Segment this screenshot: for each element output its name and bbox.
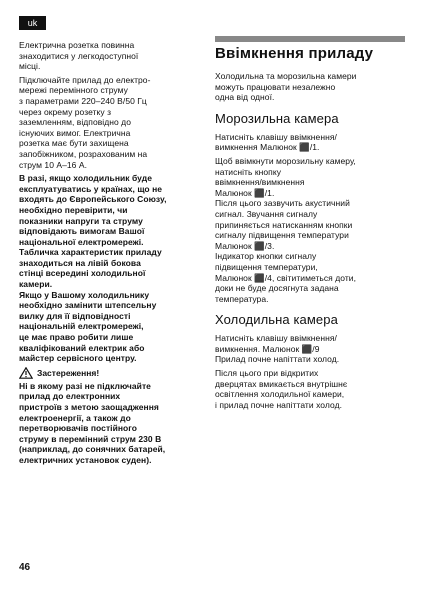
text-line: національної електромережі. — [19, 236, 144, 247]
text-line: струм 10 А–16 А. — [19, 159, 87, 170]
warning-triangle-icon — [19, 367, 33, 379]
paragraph-non-eu — [19, 173, 207, 364]
text-line: Після цього при відкритих — [215, 368, 319, 379]
text-line: Малюнок ⬛/4, світитиметься доти, — [215, 272, 356, 283]
paragraph-fridge-press — [215, 333, 405, 365]
text-line: відповідають вимогам Вашої — [19, 226, 145, 237]
text-line: електричних установок суден). — [19, 454, 152, 465]
text-line: це має право робити лише — [19, 332, 134, 343]
text-line: національній електромережі, — [19, 321, 144, 332]
text-line: вимкнення Малюнок ⬛/1. — [215, 142, 320, 153]
text-line: заземленням, відповідно до — [19, 117, 131, 128]
text-line: запобіжником, розрахованим на — [19, 148, 148, 159]
text-line: Підключайте прилад до електро- — [19, 74, 151, 85]
text-line: припиняється натисканням кнопки — [215, 219, 353, 230]
text-line: Табличка характеристик приладу — [19, 247, 162, 258]
paragraph-intro — [215, 71, 405, 103]
text-line: пристроїв з метою заощадження — [19, 402, 159, 412]
text-line: одна від одної. — [215, 92, 275, 103]
text-line: електроенергії, а також до — [19, 412, 131, 423]
language-tab: uk — [19, 16, 46, 30]
text-line: Електрична розетка повинна — [19, 40, 135, 50]
text-line: розетка має бути захищена — [19, 138, 129, 149]
text-line: існуючих вимог. Електрична — [19, 127, 131, 138]
text-line: можуть працювати незалежно — [215, 81, 336, 92]
text-line: Холодильна та морозильна камери — [215, 71, 357, 81]
text-line: освітлення холодильної камери, — [215, 389, 345, 400]
text-line: місці. — [19, 61, 41, 72]
text-line: необхідно замінити штепсельну — [19, 300, 157, 311]
paragraph-connection — [19, 75, 207, 170]
text-line: експлуатуватись у країнах, що не — [19, 183, 163, 194]
text-line: входять до Європейського Союзу, — [19, 194, 167, 205]
text-line: показники напруги та струму — [19, 215, 143, 226]
text-line: струму в перемінний струм 230 В — [19, 433, 162, 444]
warning-label: Застереження! — [37, 367, 100, 378]
text-line: Натисніть клавішу ввімкнення/ — [215, 333, 337, 344]
text-line: Після цього зазвучить акустичний — [215, 198, 350, 209]
right-column — [215, 36, 405, 413]
text-line: дверцятах вмикається внутрішнє — [215, 378, 348, 389]
text-line: перетворювачів постійного — [19, 423, 137, 434]
text-line: Індикатор кнопки сигналу — [215, 251, 317, 262]
text-line: кваліфікований електрик або — [19, 342, 145, 353]
text-line: вилку для її відповідності — [19, 310, 131, 321]
fridge-heading: Холодильна камера — [215, 312, 338, 328]
text-line: Ні в якому разі не підключайте — [19, 380, 151, 391]
text-line: ввімкнення/вимкнення — [215, 177, 305, 188]
text-line: доки не буде досягнута задана — [215, 283, 339, 294]
text-line: вимкнення. Малюнок ⬛/9 — [215, 343, 320, 354]
paragraph-fridge-light — [215, 368, 405, 410]
paragraph-freezer-press — [215, 132, 405, 153]
text-line: з параметрами 220–240 В/50 Гц — [19, 95, 147, 106]
text-line: і прилад почне напіттати холод. — [215, 399, 342, 410]
text-line: Малюнок ⬛/1. — [215, 187, 275, 198]
text-line: знаходитися у легкодоступної — [19, 50, 139, 61]
section-bar — [215, 36, 405, 42]
text-line: Щоб ввімкнути морозильну камеру, — [215, 155, 356, 166]
text-line: натисніть кнопку — [215, 166, 281, 177]
text-line: прилад до електронних — [19, 391, 121, 402]
text-line: знаходиться на лівій бокова — [19, 257, 141, 268]
text-line: сигналу підвищення температури — [215, 230, 349, 241]
text-line: Якщо у Вашому холодильнику — [19, 289, 150, 300]
paragraph-freezer-details — [215, 156, 405, 304]
text-line: необхідно перевірити, чи — [19, 204, 128, 215]
text-line: підвищення температури, — [215, 261, 318, 272]
text-line: через окрему розетку з — [19, 106, 112, 117]
paragraph-socket-access — [19, 40, 207, 72]
text-line: майстер сервісного центру. — [19, 353, 137, 364]
text-line: сигнал. Звучання сигналу — [215, 208, 318, 219]
left-column — [19, 40, 207, 469]
text-line: стінці всередині холодильної — [19, 268, 146, 279]
text-line: Прилад почне напіттати холод. — [215, 354, 340, 365]
paragraph-warning-text — [19, 381, 207, 466]
text-line: температура. — [215, 293, 269, 304]
section-title: Ввімкнення приладу — [215, 45, 374, 62]
text-line: (наприклад, до сонячних батарей, — [19, 444, 166, 455]
text-line: Малюнок ⬛/3. — [215, 240, 275, 251]
page-number: 46 — [19, 562, 31, 573]
freezer-heading: Морозильна камера — [215, 110, 339, 126]
warning-row — [19, 367, 207, 379]
text-line: камери. — [19, 279, 53, 290]
text-line: Натисніть клавішу ввімкнення/ — [215, 131, 337, 142]
text-line: В разі, якщо холодильник буде — [19, 173, 152, 184]
text-line: мережі перемінного струму — [19, 85, 128, 96]
